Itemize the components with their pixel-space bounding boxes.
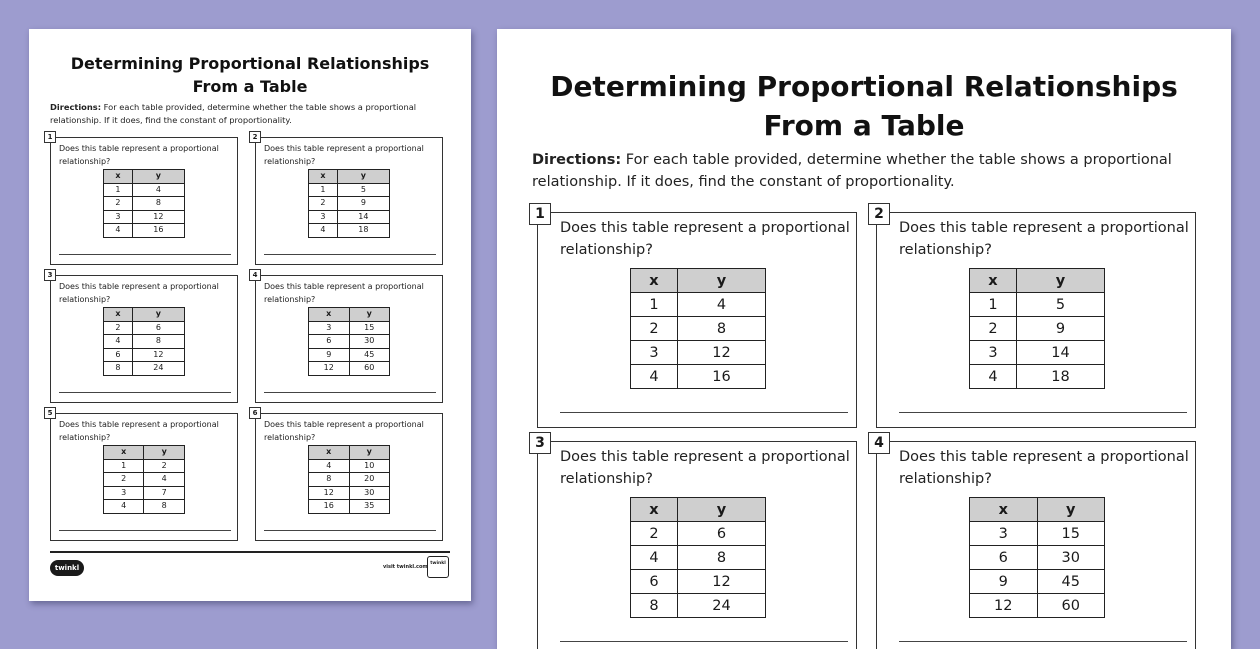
table-row <box>104 362 185 376</box>
table-row <box>104 183 185 197</box>
y-value: 24 <box>132 362 184 376</box>
directions-text: For each table provided, determine whether the table shows a proportional relationship. If it does, find the constant of proportionality. <box>50 102 417 125</box>
y-value: 14 <box>1016 341 1104 365</box>
xy-table <box>969 497 1105 618</box>
y-value: 20 <box>349 473 390 487</box>
directions-label: Directions: <box>532 152 622 168</box>
y-value: 12 <box>132 210 184 224</box>
x-value: 3 <box>970 522 1038 546</box>
problem-question: Does this table represent a proportional relationship? <box>264 144 424 166</box>
x-value: 2 <box>631 317 678 341</box>
problem-2 <box>252 133 443 265</box>
problem-question: Does this table represent a proportional relationship? <box>899 220 1189 258</box>
answer-line[interactable] <box>899 641 1187 642</box>
xy-table <box>103 169 185 238</box>
x-value: 3 <box>970 341 1017 365</box>
table-row <box>104 335 185 349</box>
x-value: 6 <box>970 546 1038 570</box>
x-value: 8 <box>104 362 133 376</box>
table-row <box>631 365 766 389</box>
xy-table <box>308 307 390 376</box>
y-value: 24 <box>677 594 765 618</box>
x-value: 2 <box>631 522 678 546</box>
footer-divider <box>50 551 450 553</box>
problem-1 <box>47 133 238 265</box>
xy-table <box>969 268 1105 389</box>
problem-6 <box>252 409 443 541</box>
xy-table <box>630 497 766 618</box>
y-value: 15 <box>1037 522 1105 546</box>
table-header-x: x <box>970 269 1017 293</box>
y-value: 8 <box>677 317 765 341</box>
table-row <box>631 594 766 618</box>
table-header-y: y <box>1016 269 1104 293</box>
x-value: 3 <box>104 486 144 500</box>
table-header-y: y <box>337 170 389 184</box>
y-value: 2 <box>144 459 185 473</box>
table-header-y: y <box>349 446 390 460</box>
problem-1 <box>535 206 857 428</box>
x-value: 4 <box>631 546 678 570</box>
x-value: 12 <box>309 486 350 500</box>
x-value: 2 <box>970 317 1017 341</box>
twinkl-logo: twinkl <box>50 560 84 576</box>
x-value: 2 <box>104 197 133 211</box>
table-row <box>631 546 766 570</box>
x-value: 1 <box>631 293 678 317</box>
table-header-x: x <box>309 170 338 184</box>
x-value: 4 <box>631 365 678 389</box>
table-row <box>309 348 390 362</box>
y-value: 45 <box>1037 570 1105 594</box>
x-value: 2 <box>309 197 338 211</box>
problem-2 <box>874 206 1196 428</box>
y-value: 7 <box>144 486 185 500</box>
table-row <box>970 317 1105 341</box>
y-value: 60 <box>1037 594 1105 618</box>
y-value: 45 <box>349 348 390 362</box>
directions <box>50 101 450 127</box>
y-value: 5 <box>337 183 389 197</box>
table-row <box>970 365 1105 389</box>
table-row <box>104 459 185 473</box>
worksheet-preview-small <box>29 29 471 601</box>
xy-table <box>308 169 390 238</box>
table-row <box>309 210 390 224</box>
y-value: 30 <box>1037 546 1105 570</box>
y-value: 10 <box>349 459 390 473</box>
problem-question: Does this table represent a proportional relationship? <box>560 449 850 487</box>
table-row <box>309 197 390 211</box>
table-header-x: x <box>309 308 350 322</box>
table-row <box>970 570 1105 594</box>
table-row <box>104 473 185 487</box>
table-row <box>631 317 766 341</box>
x-value: 12 <box>970 594 1038 618</box>
problem-number: 6 <box>249 407 261 419</box>
table-row <box>104 197 185 211</box>
x-value: 1 <box>970 293 1017 317</box>
table-row <box>104 500 185 514</box>
directions-label: Directions: <box>50 102 102 112</box>
y-value: 9 <box>1016 317 1104 341</box>
x-value: 16 <box>309 500 350 514</box>
y-value: 30 <box>349 486 390 500</box>
problem-3 <box>535 435 857 649</box>
answer-line[interactable] <box>59 392 231 393</box>
x-value: 12 <box>309 362 350 376</box>
problem-number: 3 <box>44 269 56 281</box>
table-row <box>309 459 390 473</box>
x-value: 4 <box>309 224 338 238</box>
table-header-y: y <box>677 269 765 293</box>
problem-3 <box>47 271 238 403</box>
y-value: 4 <box>144 473 185 487</box>
x-value: 2 <box>104 321 133 335</box>
problem-number: 4 <box>868 432 890 454</box>
visit-link: visit twinkl.com <box>383 564 428 570</box>
problem-question: Does this table represent a proportional relationship? <box>264 282 424 304</box>
y-value: 30 <box>349 335 390 349</box>
xy-table <box>103 445 185 514</box>
x-value: 1 <box>309 183 338 197</box>
answer-line[interactable] <box>59 254 231 255</box>
problem-4 <box>252 271 443 403</box>
y-value: 12 <box>132 348 184 362</box>
table-row <box>631 570 766 594</box>
table-row <box>970 293 1105 317</box>
problem-4 <box>874 435 1196 649</box>
x-value: 1 <box>104 183 133 197</box>
y-value: 35 <box>349 500 390 514</box>
problem-question: Does this table represent a proportional relationship? <box>59 144 219 166</box>
y-value: 6 <box>132 321 184 335</box>
y-value: 16 <box>132 224 184 238</box>
x-value: 4 <box>970 365 1017 389</box>
y-value: 60 <box>349 362 390 376</box>
answer-line[interactable] <box>264 530 436 531</box>
table-row <box>104 210 185 224</box>
answer-line[interactable] <box>264 392 436 393</box>
problem-number: 4 <box>249 269 261 281</box>
page-title: Determining Proportional Relationships From a Table <box>550 70 1178 142</box>
page-title: Determining Proportional Relationships From a Table <box>70 54 430 96</box>
x-value: 4 <box>104 500 144 514</box>
quality-badge-icon: twinkl <box>427 556 449 578</box>
problem-number: 2 <box>868 203 890 225</box>
y-value: 12 <box>677 341 765 365</box>
table-row <box>309 335 390 349</box>
problem-question: Does this table represent a proportional relationship? <box>264 420 424 442</box>
table-header-x: x <box>104 170 133 184</box>
xy-table <box>103 307 185 376</box>
table-header-y: y <box>132 308 184 322</box>
y-value: 18 <box>337 224 389 238</box>
answer-line[interactable] <box>560 641 848 642</box>
problem-question: Does this table represent a proportional relationship? <box>59 282 219 304</box>
table-row <box>631 293 766 317</box>
answer-line[interactable] <box>264 254 436 255</box>
y-value: 9 <box>337 197 389 211</box>
answer-line[interactable] <box>560 412 848 413</box>
table-header-x: x <box>104 308 133 322</box>
xy-table <box>308 445 390 514</box>
table-header-y: y <box>349 308 390 322</box>
y-value: 6 <box>677 522 765 546</box>
table-row <box>309 362 390 376</box>
problem-number: 3 <box>529 432 551 454</box>
answer-line[interactable] <box>59 530 231 531</box>
x-value: 4 <box>104 335 133 349</box>
worksheet-preview-large <box>497 29 1231 649</box>
x-value: 3 <box>309 210 338 224</box>
table-header-y: y <box>677 498 765 522</box>
y-value: 4 <box>132 183 184 197</box>
problem-number: 5 <box>44 407 56 419</box>
x-value: 1 <box>104 459 144 473</box>
table-row <box>970 546 1105 570</box>
x-value: 4 <box>309 459 350 473</box>
y-value: 12 <box>677 570 765 594</box>
y-value: 16 <box>677 365 765 389</box>
problem-question: Does this table represent a proportional relationship? <box>59 420 219 442</box>
table-row <box>309 486 390 500</box>
problem-number: 1 <box>44 131 56 143</box>
table-row <box>970 341 1105 365</box>
directions <box>532 149 1192 193</box>
table-row <box>309 473 390 487</box>
table-header-y: y <box>144 446 185 460</box>
x-value: 8 <box>631 594 678 618</box>
x-value: 3 <box>104 210 133 224</box>
problem-question: Does this table represent a proportional relationship? <box>899 449 1189 487</box>
x-value: 3 <box>309 321 350 335</box>
problem-5 <box>47 409 238 541</box>
table-row <box>309 224 390 238</box>
x-value: 8 <box>309 473 350 487</box>
table-header-x: x <box>631 498 678 522</box>
table-row <box>104 321 185 335</box>
problem-question: Does this table represent a proportional relationship? <box>560 220 850 258</box>
problem-number: 1 <box>529 203 551 225</box>
y-value: 18 <box>1016 365 1104 389</box>
table-header-x: x <box>309 446 350 460</box>
table-row <box>970 594 1105 618</box>
x-value: 4 <box>104 224 133 238</box>
table-row <box>104 224 185 238</box>
table-header-y: y <box>1037 498 1105 522</box>
table-row <box>631 522 766 546</box>
table-row <box>104 348 185 362</box>
table-row <box>309 500 390 514</box>
table-header-x: x <box>631 269 678 293</box>
y-value: 5 <box>1016 293 1104 317</box>
y-value: 8 <box>132 335 184 349</box>
xy-table <box>630 268 766 389</box>
x-value: 9 <box>309 348 350 362</box>
table-row <box>970 522 1105 546</box>
problem-number: 2 <box>249 131 261 143</box>
x-value: 6 <box>309 335 350 349</box>
y-value: 8 <box>144 500 185 514</box>
directions-text: For each table provided, determine whether the table shows a proportional relationship. If it does, find the constant of proportionality. <box>532 152 1172 190</box>
answer-line[interactable] <box>899 412 1187 413</box>
y-value: 15 <box>349 321 390 335</box>
x-value: 6 <box>104 348 133 362</box>
table-row <box>309 321 390 335</box>
x-value: 9 <box>970 570 1038 594</box>
x-value: 2 <box>104 473 144 487</box>
x-value: 3 <box>631 341 678 365</box>
table-row <box>104 486 185 500</box>
table-row <box>309 183 390 197</box>
y-value: 8 <box>677 546 765 570</box>
table-header-x: x <box>970 498 1038 522</box>
table-row <box>631 341 766 365</box>
y-value: 4 <box>677 293 765 317</box>
table-header-y: y <box>132 170 184 184</box>
y-value: 8 <box>132 197 184 211</box>
table-header-x: x <box>104 446 144 460</box>
x-value: 6 <box>631 570 678 594</box>
y-value: 14 <box>337 210 389 224</box>
